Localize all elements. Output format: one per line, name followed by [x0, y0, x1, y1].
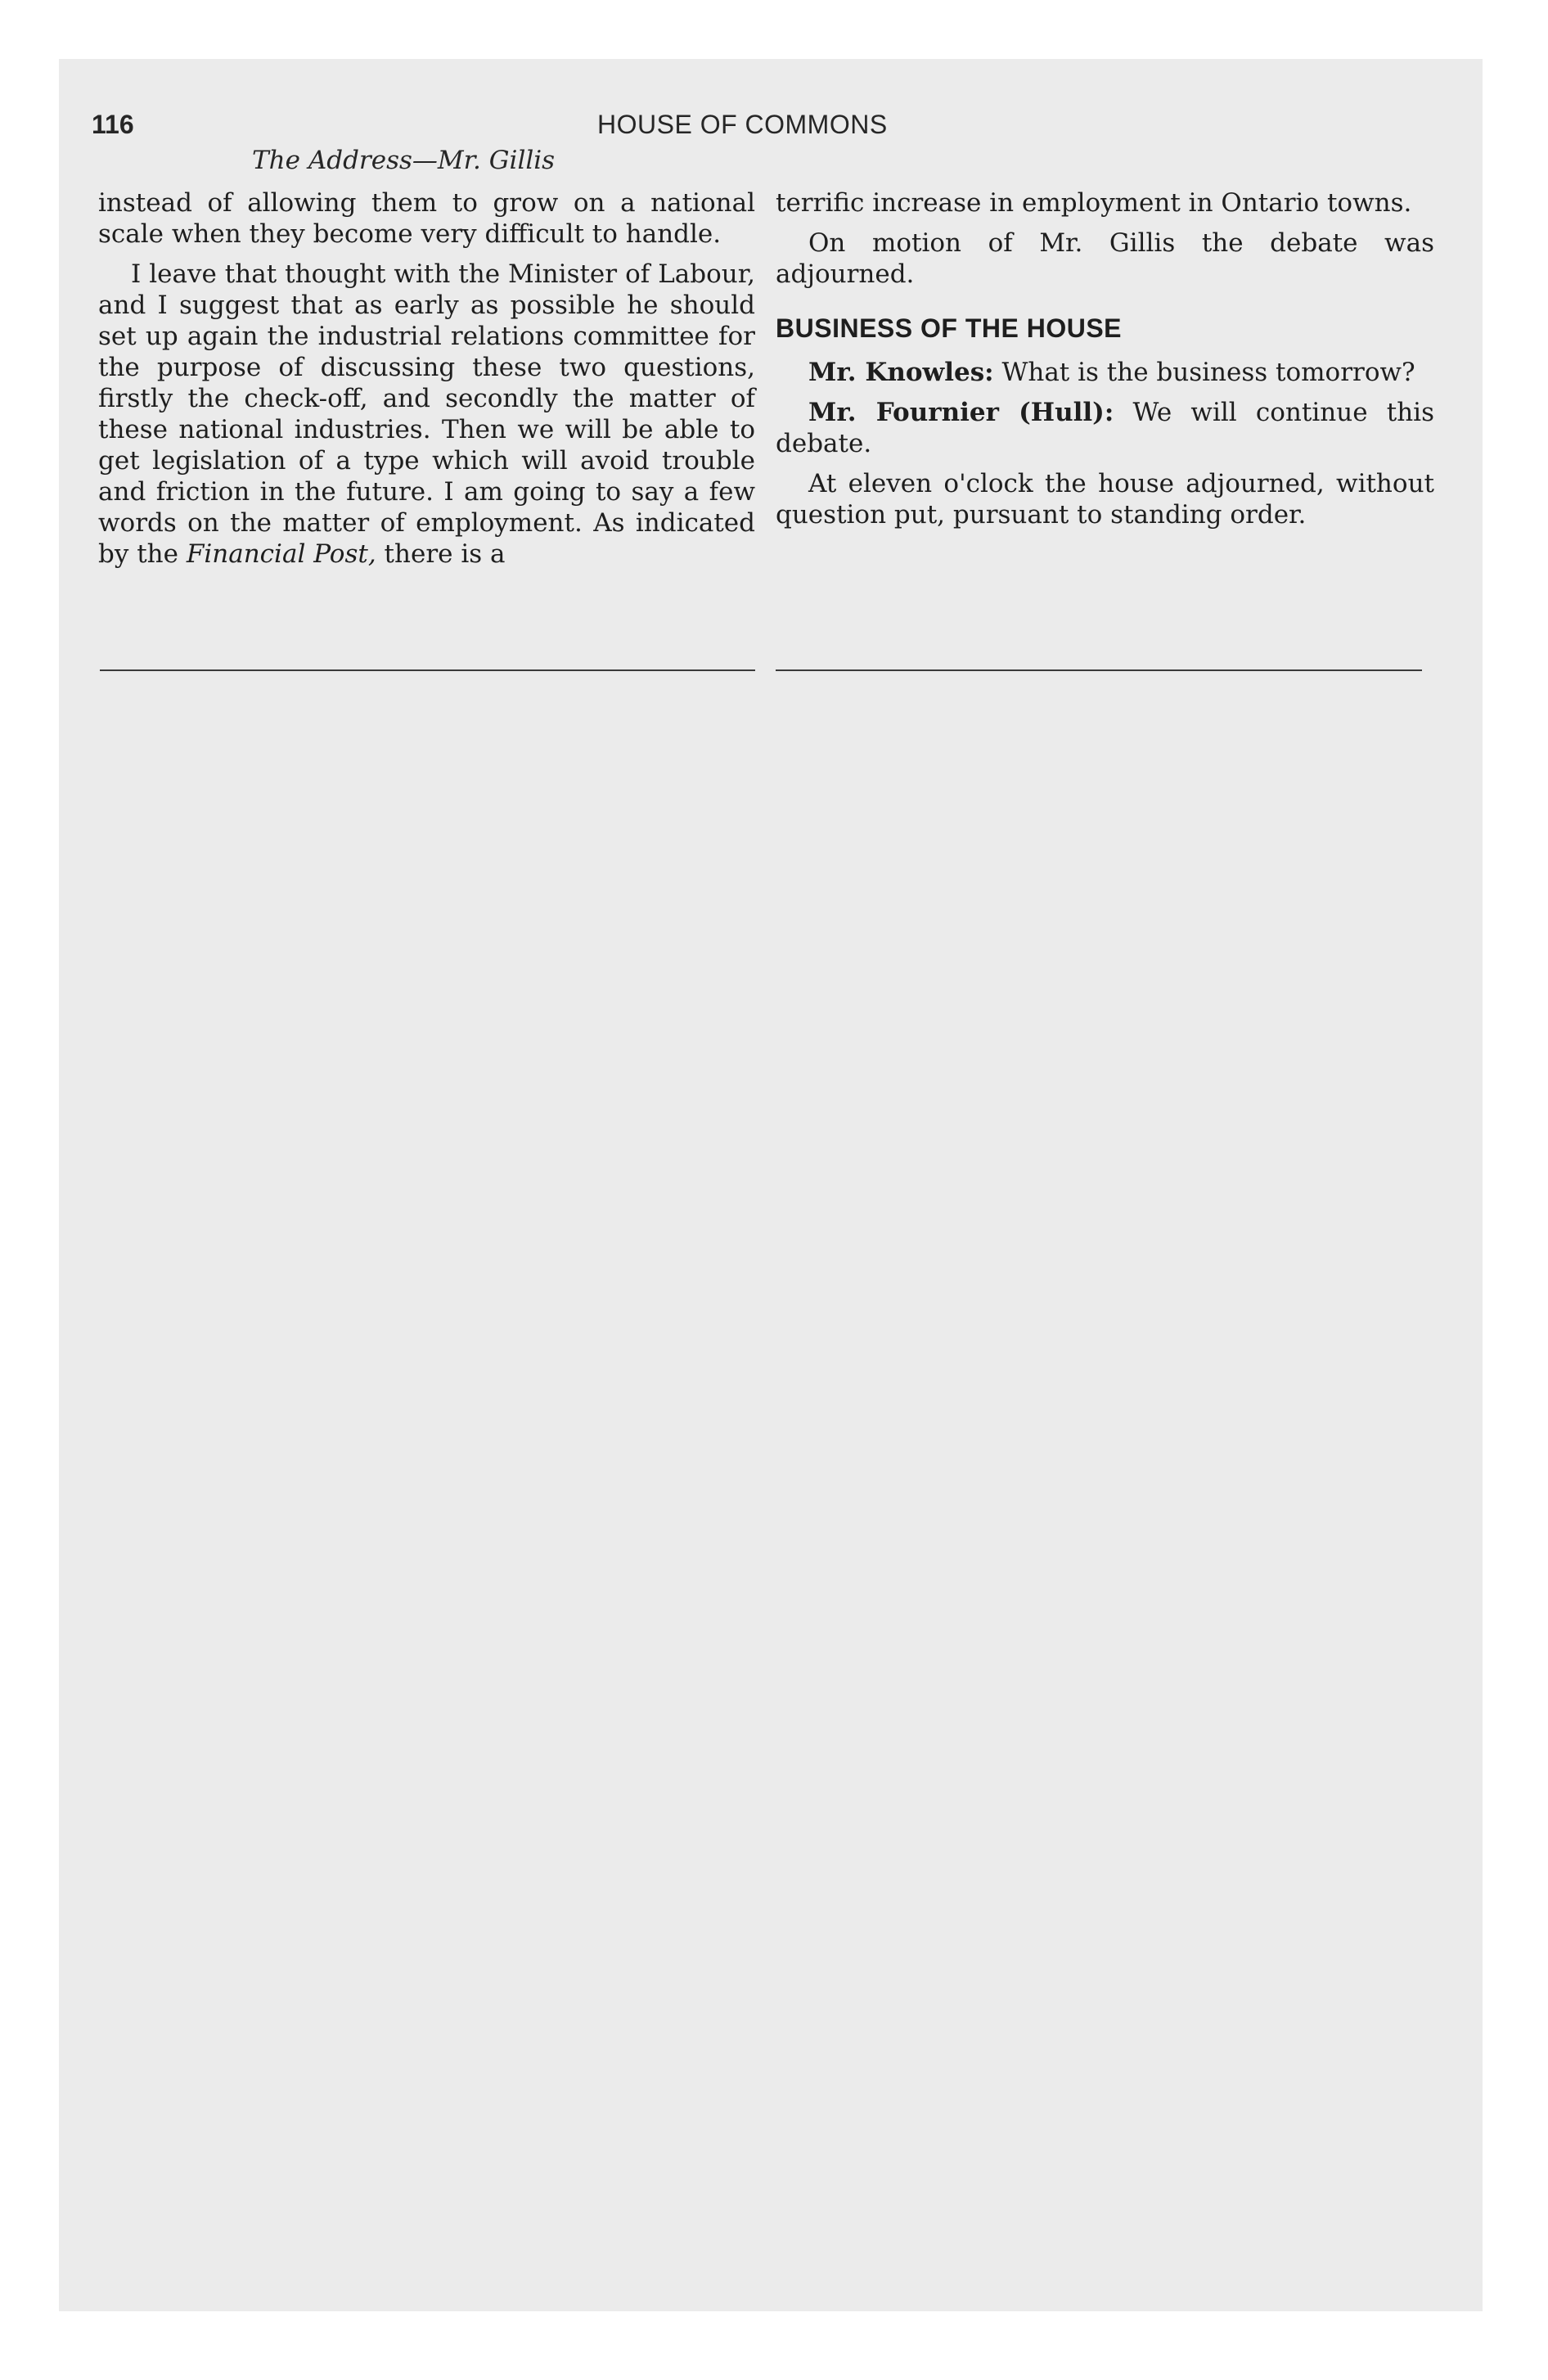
publication-title: Financial Post, — [186, 539, 376, 569]
section-heading: BUSINESS OF THE HOUSE — [776, 313, 1122, 343]
left-paragraph-2 — [98, 259, 755, 570]
page-number: 116 — [92, 110, 134, 139]
speaker-name: Mr. Knowles: — [808, 358, 994, 387]
speech-text: We will continue this debate. — [776, 398, 1434, 458]
section-subhead: The Address—Mr. Gillis — [252, 146, 556, 175]
running-head: HOUSE OF COMMONS — [597, 110, 888, 139]
right-column — [776, 187, 1434, 530]
speech-fournier — [776, 397, 1434, 459]
left-paragraph-1: instead of allowing them to grow on a national scale when they become very difficult to handle. — [98, 188, 755, 249]
left-paragraph-2-text: I leave that thought with the Minister of Labour, and I suggest that as early as possible he should set up again the industrial relations committee for the purpose of discussing these two questions, firstly the check-off, and secondly the matter of these national industries. Then we will be able to get legislation of a type which will avoid trouble and friction in the future. I am going to say a few words on the matter of employment. As indicated by the — [98, 259, 755, 569]
adjournment-paragraph: At eleven o'clock the house adjourned, without question put, pursuant to standing order. — [776, 469, 1434, 530]
right-paragraph-1: terrific increase in employment in Ontario towns. — [776, 188, 1412, 218]
left-paragraph-2-tail: there is a — [376, 539, 506, 569]
column-end-rule-right — [776, 669, 1422, 671]
speech-knowles — [776, 357, 1434, 388]
right-paragraph-2: On motion of Mr. Gillis the debate was adjourned. — [776, 228, 1434, 289]
speech-text: What is the business tomorrow? — [993, 358, 1415, 387]
column-end-rule-left — [100, 669, 755, 671]
left-column — [98, 187, 755, 570]
speaker-name: Mr. Fournier (Hull): — [808, 398, 1114, 427]
